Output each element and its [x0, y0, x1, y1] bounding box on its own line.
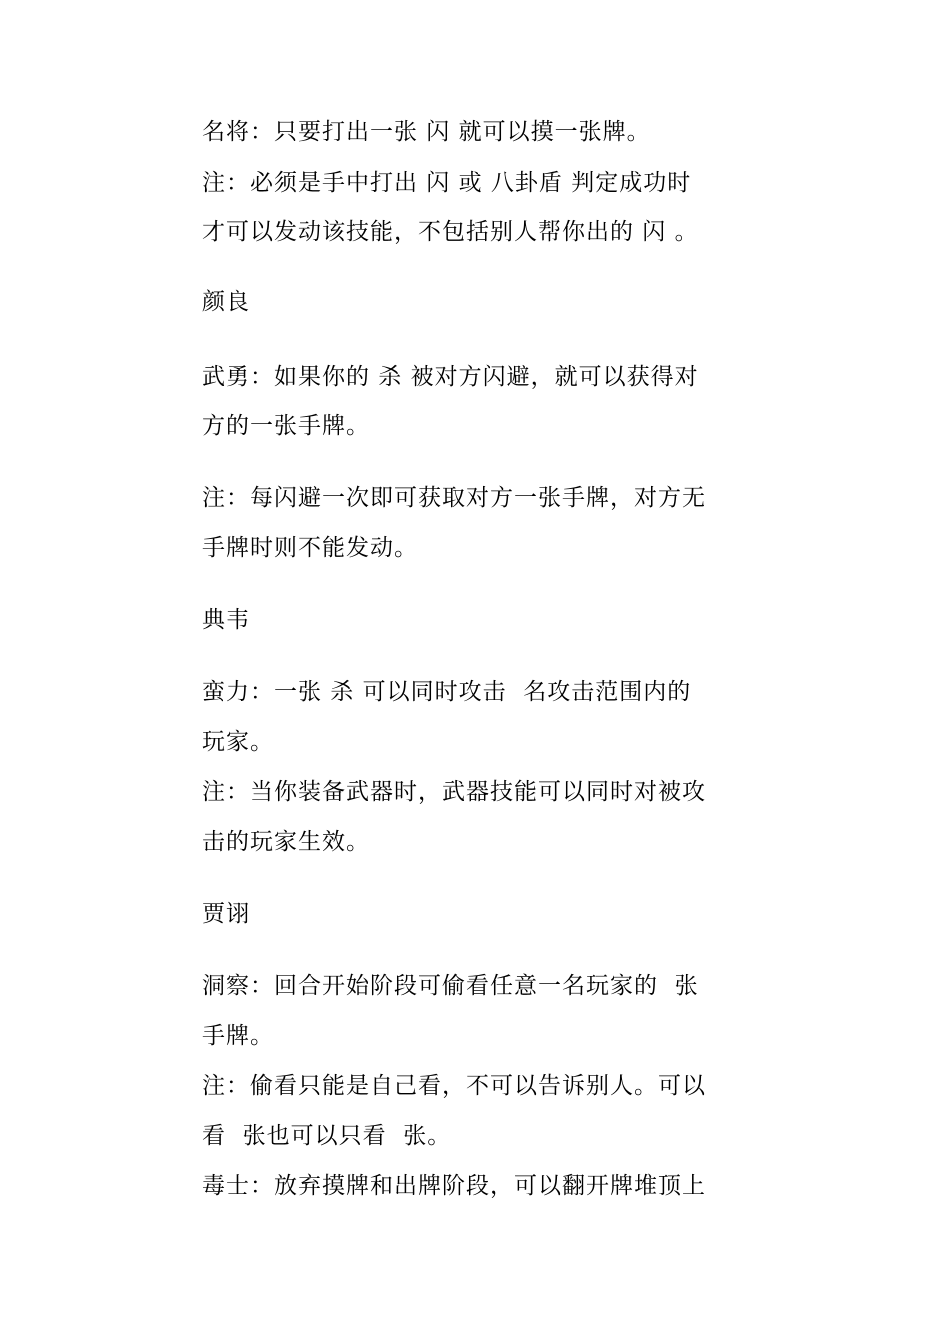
text-line: 玩家。 [202, 729, 274, 755]
text-line: 注：当你装备武器时，武器技能可以同时对被攻 [202, 779, 706, 805]
text-line: 手牌时则不能发动。 [202, 535, 418, 561]
text-line: 武勇：如果你的 杀 被对方闪避，就可以获得对 [202, 364, 699, 390]
text-line: 方的一张手牌。 [202, 413, 370, 439]
section-heading: 典韦 [202, 607, 250, 633]
text-line: 洞察：回合开始阶段可偷看任意一名玩家的 张 [202, 973, 699, 999]
text-line: 注：每闪避一次即可获取对方一张手牌，对方无 [202, 485, 706, 511]
text-line: 蛮力：一张 杀 可以同时攻击 名攻击范围内的 [202, 679, 692, 705]
text-line: 击的玩家生效。 [202, 829, 370, 855]
text-line: 手牌。 [202, 1023, 274, 1049]
text-line: 注：必须是手中打出 闪 或 八卦盾 判定成功时 [202, 170, 692, 196]
text-line: 才可以发动该技能，不包括别人帮你出的 闪 。 [202, 219, 699, 245]
text-line: 注：偷看只能是自己看，不可以告诉别人。可以 [202, 1073, 706, 1099]
text-line: 名将：只要打出一张 闪 就可以摸一张牌。 [202, 119, 651, 145]
text-line: 看 张也可以只看 张。 [202, 1123, 452, 1149]
text-line: 毒士：放弃摸牌和出牌阶段，可以翻开牌堆顶上 [202, 1173, 706, 1199]
section-heading: 颜良 [202, 289, 250, 315]
section-heading: 贾诩 [202, 901, 250, 927]
